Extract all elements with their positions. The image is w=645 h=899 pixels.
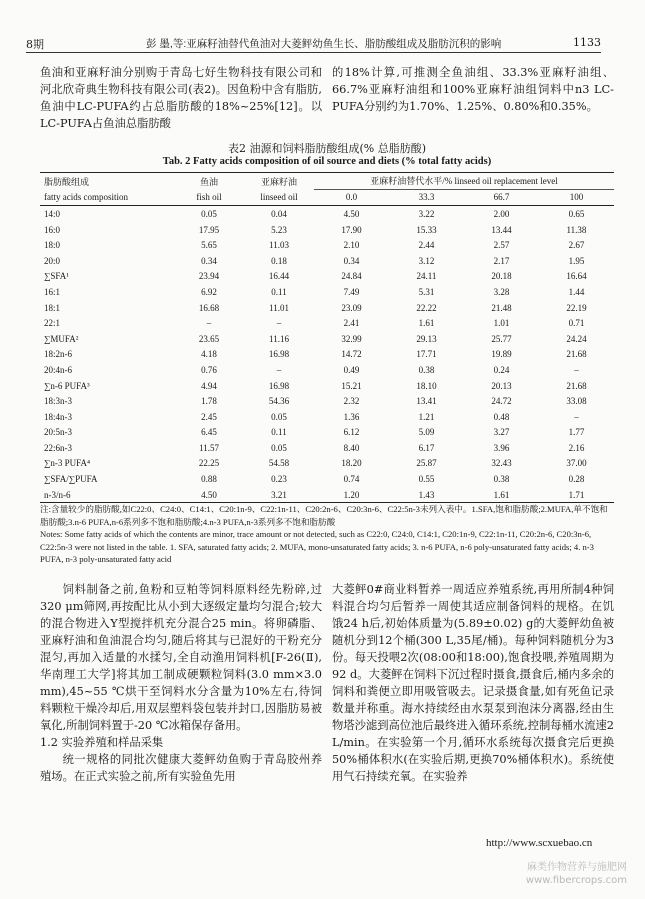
running-header: [26, 34, 601, 53]
value-cell: 4.18: [201, 349, 217, 360]
value-cell: 18.20: [341, 458, 362, 469]
value-cell: 15.33: [416, 224, 437, 235]
row-label-cell: 18:1: [44, 302, 61, 313]
value-cell: 2.67: [568, 240, 585, 251]
value-cell: 0.48: [493, 411, 510, 422]
value-cell: 21.48: [491, 302, 512, 313]
value-cell: 0.34: [343, 255, 360, 266]
value-cell: 6.45: [201, 427, 217, 438]
table-row: [40, 456, 614, 472]
value-cell: 3.12: [418, 255, 435, 266]
header-group-cell: 亚麻籽油替代水平/% linseed oil replacement level: [314, 173, 614, 190]
watermark-line: 麻类作物营养与施肥网: [527, 862, 627, 873]
value-cell: 1.61: [464, 487, 539, 503]
value-cell: 7.49: [343, 286, 360, 297]
value-cell: 2.44: [418, 240, 435, 251]
row-label-cell: ∑MUFA²: [44, 333, 79, 344]
value-cell: 11.01: [269, 302, 289, 313]
value-cell: –: [276, 318, 282, 329]
value-cell: 17.90: [341, 224, 362, 235]
paragraph-lcpufa-estimate: [332, 64, 614, 115]
table-row: [40, 237, 614, 253]
value-cell: 20.13: [491, 380, 512, 391]
value-cell: 0.05: [271, 442, 287, 453]
table-row: [40, 347, 614, 363]
table-row: [40, 284, 614, 300]
value-cell: 0.65: [568, 208, 585, 219]
table-caption-en: Tab. 2 Fatty acids composition of oil source and diets (% total fatty acids): [162, 156, 492, 167]
value-cell: 22.22: [416, 302, 437, 313]
value-cell: 25.77: [491, 333, 512, 344]
value-cell: 2.17: [493, 255, 510, 266]
row-label-cell: ∑SFA¹: [44, 271, 69, 282]
value-cell: 3.96: [493, 442, 510, 453]
value-cell: –: [276, 364, 282, 375]
value-cell: 4.94: [201, 380, 217, 391]
table-row: [40, 440, 614, 456]
value-cell: 5.23: [271, 224, 287, 235]
row-label-cell: 22:1: [44, 318, 61, 329]
value-cell: 0.04: [271, 208, 287, 219]
header-cell: 脂肪酸组成: [40, 173, 174, 190]
row-label-cell: ∑SFA/∑PUFA: [44, 474, 98, 485]
value-cell: 1.71: [539, 487, 614, 503]
watermark: [526, 861, 627, 887]
row-label-cell: 20:4n-6: [44, 364, 72, 375]
value-cell: 0.24: [493, 364, 510, 375]
paragraph-text: 的18%计算,可推测全鱼油组、33.3%亚麻籽油组、66.7%亚麻籽油组和100%亚麻籽油组饲料中n3 LC-PUFA分别约为1.70%、1.25%、0.80%和0.35%。: [332, 66, 614, 113]
value-cell: 0.23: [271, 474, 287, 485]
value-cell: 32.43: [491, 458, 512, 469]
value-cell: 1.43: [389, 487, 464, 503]
header-cell: fatty acids composition: [40, 189, 174, 206]
journal-url: http://www.scxuebao.cn: [486, 837, 593, 849]
value-cell: 37.00: [566, 458, 587, 469]
value-cell: 0.11: [271, 427, 287, 438]
value-cell: 0.11: [271, 286, 287, 297]
row-label-cell: n-3/n-6: [40, 487, 174, 503]
table-note-cn: 注:含量较少的脂肪酸,如C22:0、C24:0、C14:1、C20:1n-9、C22:1n-11、C20:2n-6、C20:3n-6、C22:5n-3未列入表中。1.SFA,饱和脂肪酸;2.MUFA,单不饱和脂肪酸;3.n-6 PUFA,n-6系列多不饱和脂肪酸;4.n-3 PUFA,n-3系列多不饱和脂肪酸: [40, 504, 608, 527]
value-cell: 1.95: [568, 255, 585, 266]
value-cell: 2.10: [343, 240, 360, 251]
table-row: [40, 471, 614, 487]
value-cell: 3.21: [244, 487, 314, 503]
paragraph-oil-source: [40, 64, 322, 132]
header-cell: 66.7: [464, 189, 539, 206]
paragraph-feed-prep: 饲料制备之前,鱼粉和豆粕等饲料原料经先粉碎,过320 μm筛网,再按配比从小到大逐级定量均匀混合;较大的混合物进入Y型搅拌机充分混合25 min。将卵磷脂、亚麻籽油和鱼油混合均匀,随后将其与已混好的干粉充分混匀,再加入适量的水揉匀,全自动渔用饲料机[F-26(Ⅱ),华南理工大学]将其加工制成硬颗粒饲料(3.0 mm×3.0 mm),45~55 ℃烘干至饲料水分含量为10%左右,待饲料颗粒干燥冷却后,用双层塑料袋包装并封口,因脂肪易被氧化,所制饲料置于-20 ℃冰箱保存备用。: [40, 583, 322, 732]
value-cell: 6.17: [418, 442, 435, 453]
table-header-row-cn: [40, 173, 614, 190]
value-cell: 1.21: [418, 411, 435, 422]
paragraph-fish-source: 统一规格的同批次健康大菱鲆幼鱼购于青岛胶州养殖场。在正式实验之前,所有实验鱼先用: [40, 753, 322, 783]
value-cell: 33.08: [566, 396, 587, 407]
value-cell: 0.38: [493, 474, 510, 485]
page-number: 1133: [573, 36, 601, 49]
value-cell: 13.44: [491, 224, 512, 235]
value-cell: 21.68: [566, 380, 587, 391]
issue-number: 8期: [26, 38, 44, 51]
table-row: [40, 253, 614, 269]
value-cell: 16.98: [268, 380, 290, 391]
value-cell: 20.18: [491, 271, 512, 282]
table-row: [40, 362, 614, 378]
value-cell: –: [206, 318, 212, 329]
header-cell: 鱼油: [174, 173, 244, 190]
header-cell: linseed oil: [244, 189, 314, 206]
fatty-acid-table: [40, 172, 614, 503]
row-label-cell: 14:0: [44, 208, 61, 219]
value-cell: 1.61: [418, 318, 435, 329]
value-cell: 24.24: [566, 333, 587, 344]
value-cell: 0.38: [418, 364, 435, 375]
section-heading: 1.2 实验养殖和样品采集: [40, 736, 164, 749]
row-label-cell: 18:4n-3: [44, 411, 72, 422]
value-cell: 0.55: [418, 474, 435, 485]
table-row: [40, 300, 614, 316]
value-cell: 0.05: [271, 411, 287, 422]
table-row: [40, 331, 614, 347]
value-cell: 3.28: [493, 286, 510, 297]
value-cell: 8.40: [343, 442, 360, 453]
header-cell: 33.3: [389, 189, 464, 206]
row-label-cell: ∑n-3 PUFA⁴: [44, 458, 91, 469]
value-cell: 1.44: [568, 286, 585, 297]
value-cell: –: [574, 411, 579, 422]
value-cell: 3.22: [418, 208, 435, 219]
row-label-cell: 18:3n-3: [44, 396, 72, 407]
table-row: [40, 393, 614, 409]
value-cell: 2.57: [493, 240, 510, 251]
value-cell: 2.41: [343, 318, 360, 329]
value-cell: 22.19: [566, 302, 587, 313]
value-cell: 6.92: [201, 286, 217, 297]
value-cell: 1.77: [568, 427, 585, 438]
value-cell: 24.84: [341, 271, 362, 282]
table-row: [40, 315, 614, 331]
table-body: [40, 206, 614, 503]
value-cell: 1.78: [201, 396, 217, 407]
row-label-cell: 22:6n-3: [44, 442, 72, 453]
table-row: [40, 206, 614, 222]
rearing-section: [332, 581, 614, 785]
value-cell: 5.09: [418, 427, 435, 438]
value-cell: 54.36: [268, 396, 290, 407]
table-notes: [40, 503, 614, 566]
value-cell: 16.44: [268, 271, 290, 282]
value-cell: 1.36: [343, 411, 360, 422]
header-cell: 0.0: [314, 189, 389, 206]
value-cell: 17.71: [416, 349, 437, 360]
value-cell: 22.25: [198, 458, 220, 469]
value-cell: 6.12: [343, 427, 360, 438]
table-row: [40, 378, 614, 394]
value-cell: 5.31: [418, 286, 435, 297]
value-cell: 15.21: [341, 380, 362, 391]
value-cell: 23.09: [341, 302, 362, 313]
table-row: [40, 409, 614, 425]
row-label-cell: 18:2n-6: [44, 349, 72, 360]
header-cell: fish oil: [174, 189, 244, 206]
value-cell: 32.99: [341, 333, 362, 344]
row-label-cell: ∑n-6 PUFA³: [44, 380, 90, 391]
value-cell: 0.88: [201, 474, 217, 485]
running-title: 彭 墨,等:亚麻籽油替代鱼油对大菱鲆幼鱼生长、脂肪酸组成及脂肪沉积的影响: [146, 38, 502, 50]
value-cell: 23.65: [198, 333, 220, 344]
value-cell: 24.72: [491, 396, 512, 407]
value-cell: 0.76: [201, 364, 217, 375]
value-cell: 1.01: [493, 318, 510, 329]
value-cell: 24.11: [416, 271, 437, 282]
table-note-en: Notes: Some fatty acids of which the contents are minor, trace amount or not detected, such as C22:0, C24:0, C14:1, C20:1n-9, C22:1n-11, C20:2n-6, C20:3n-6, C22:5n-3 were not listed in the table. 1. SFA, saturated fatty acids; 2. MUFA, mono-unsaturated fatty acids; 3. n-6 PUFA, n-6 poly-unsaturated fatty acids; 4. n-3 PUFA, n-3 poly-unsaturated fatty acid: [40, 529, 594, 565]
row-label-cell: 16:1: [44, 286, 61, 297]
value-cell: 2.32: [343, 396, 360, 407]
table-row: [40, 487, 614, 503]
value-cell: 16.98: [268, 349, 290, 360]
value-cell: 0.34: [201, 255, 217, 266]
value-cell: 14.72: [341, 349, 362, 360]
watermark-line: www.fibercrops.com: [525, 875, 627, 886]
value-cell: 54.58: [268, 458, 290, 469]
value-cell: 2.00: [493, 208, 510, 219]
value-cell: 11.03: [269, 240, 289, 251]
value-cell: 16.64: [566, 271, 587, 282]
value-cell: 17.95: [198, 224, 220, 235]
header-cell: 100: [539, 189, 614, 206]
value-cell: 11.38: [566, 224, 587, 235]
header-cell: 亚麻籽油: [244, 173, 314, 190]
value-cell: 0.74: [343, 474, 360, 485]
row-label-cell: 20:0: [44, 255, 61, 266]
value-cell: 16.68: [198, 302, 220, 313]
value-cell: 29.13: [416, 333, 437, 344]
value-cell: 2.45: [201, 411, 217, 422]
value-cell: 0.71: [568, 318, 585, 329]
value-cell: 0.18: [271, 255, 287, 266]
value-cell: 23.94: [198, 271, 220, 282]
value-cell: 0.49: [343, 364, 360, 375]
value-cell: 1.20: [314, 487, 389, 503]
value-cell: 4.50: [174, 487, 244, 503]
row-label-cell: 16:0: [44, 224, 61, 235]
value-cell: 4.50: [343, 208, 360, 219]
value-cell: 3.27: [493, 427, 510, 438]
value-cell: 19.89: [491, 349, 512, 360]
value-cell: 13.41: [416, 396, 437, 407]
table-row: [40, 222, 614, 238]
row-label-cell: 18:0: [44, 240, 61, 251]
value-cell: 18.10: [416, 380, 437, 391]
table-row: [40, 269, 614, 285]
value-cell: –: [574, 364, 579, 375]
value-cell: 11.16: [269, 333, 289, 344]
value-cell: 5.65: [201, 240, 217, 251]
paragraph-text: 鱼油和亚麻籽油分别购于青岛七好生物科技有限公司和河北欣奇典生物科技有限公司(表2)。因鱼粉中含有脂肪,鱼油中LC-PUFA约占总脂肪酸的18%~25%[12]。以LC-PUFA占鱼油总脂肪酸: [40, 66, 322, 130]
table-row: [40, 425, 614, 441]
value-cell: 0.05: [201, 208, 217, 219]
value-cell: 25.87: [416, 458, 437, 469]
value-cell: 11.57: [199, 442, 219, 453]
feed-preparation-section: [40, 581, 322, 785]
value-cell: 2.16: [568, 442, 585, 453]
paragraph-rearing: 大菱鲆0#商业料暂养一周适应养殖系统,再用所制4种饲料混合均匀后暂养一周使其适应制备饲料的规格。在饥饿24 h后,初始体质量为(5.89±0.02) g的大菱鲆幼鱼被随机分到12个桶(300 L,35尾/桶)。每种饲料随机分为3份。每天投喂2次(08:00和18:00),饱食投喂,养殖周期为92 d。大菱鲆在饲料下沉过程时摄食,摄食后,桶内多余的饲料和粪便立即用吸管吸去。记录摄食量,如有死鱼记录数量并称重。海水持续经由水泵泵到泡沫分离器,经由生物塔沙滤到高位池后最终进入循环系统,控制每桶水流速2 L/min。在实验第一个月,循环水系统每次摄食完后更换50%桶体积水(在实验后期,更换70%桶体积水)。系统使用气石持续充氧。在实验养: [332, 583, 614, 783]
value-cell: 0.28: [568, 474, 585, 485]
table-caption-cn: 表2 油源和饲料脂肪酸组成(% 总脂肪酸): [227, 142, 427, 155]
row-label-cell: 20:5n-3: [44, 427, 72, 438]
table-header-row-en: [40, 189, 614, 206]
value-cell: 21.68: [566, 349, 587, 360]
